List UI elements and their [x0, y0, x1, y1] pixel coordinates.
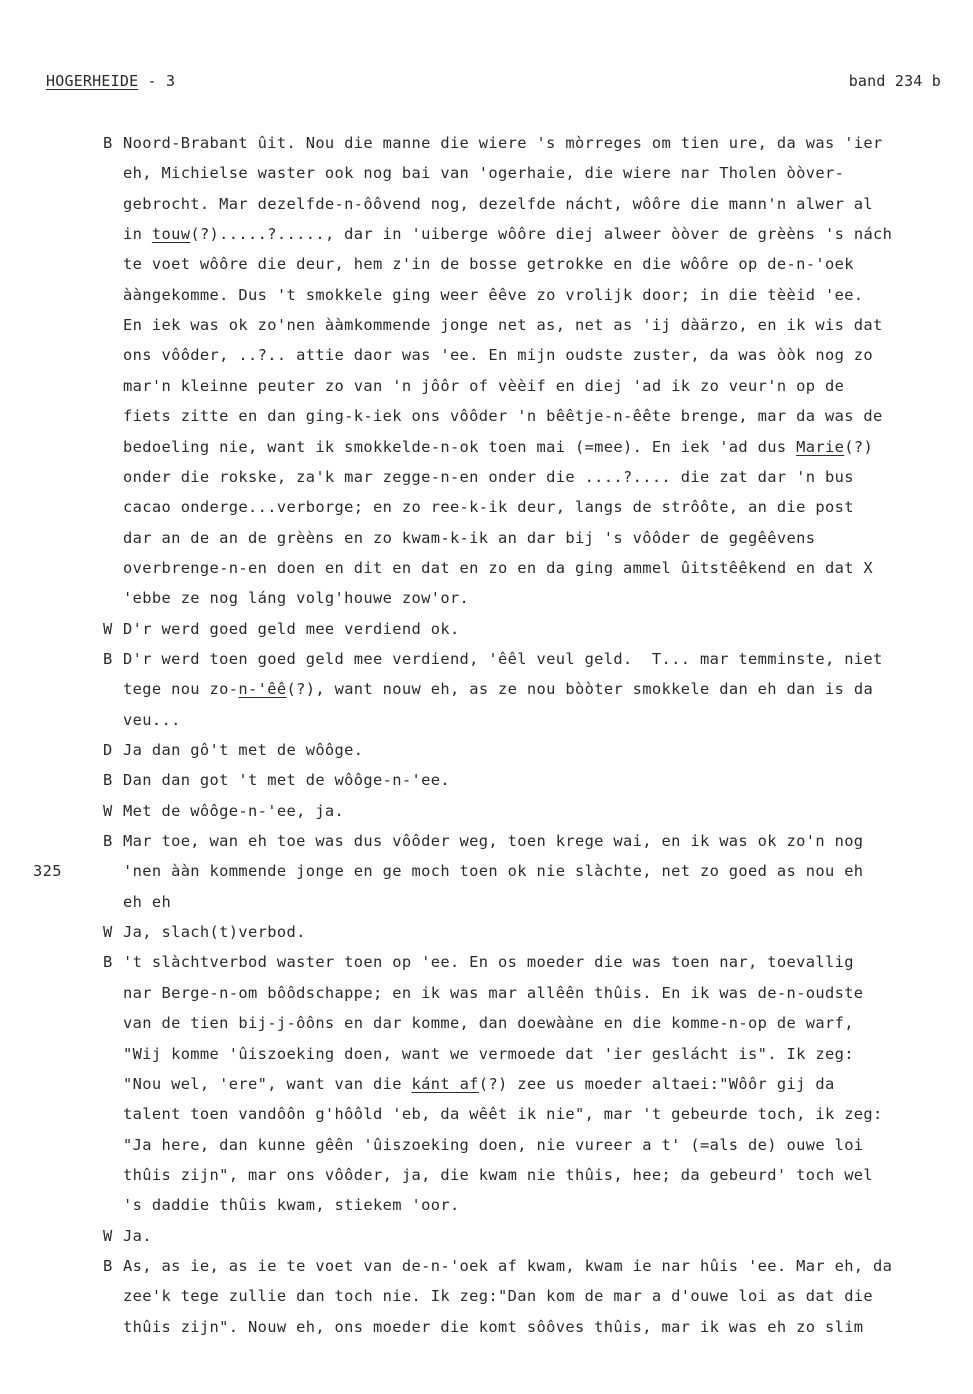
text-segment: Met de wôôge-n-'ee, ja. [123, 801, 345, 820]
text-segment: Ja dan gô't met de wôôge. [123, 741, 364, 759]
uncertain-word: n-'êê [238, 680, 287, 699]
text-segment: As, as ie, as ie te voet van de-n-'oek af kwam, kwam ie nar hûis 'ee. Mar eh, da [123, 1256, 893, 1275]
line-text [123, 917, 306, 947]
text-segment: onder die rokske, za'k mar zegge-n-en onder die ....?.... die zat dar 'n bus [123, 467, 854, 486]
line-text [123, 583, 469, 613]
line-text [123, 1251, 892, 1281]
line-text [123, 1190, 460, 1220]
text-segment: bedoeling nie, want ik smokkelde-n-ok toen mai (=mee). En iek 'ad dus [123, 437, 797, 456]
speaker-label: B [103, 771, 113, 790]
speaker-label: B [103, 832, 113, 851]
line-text [123, 280, 863, 310]
uncertain-word: kánt af [411, 1074, 479, 1093]
text-segment: dar an de an de grèèns en zo kwam-k-ik an dar bij 's vôôder de gegêêvens [123, 528, 816, 547]
text-segment: Dan dan got 't met de wôôge-n-'ee. [123, 771, 450, 790]
line-text [123, 1008, 854, 1038]
text-segment: 's daddie thûis kwam, stiekem 'oor. [123, 1196, 460, 1215]
line-text [123, 553, 873, 583]
location-title: HOGERHEIDE [46, 72, 139, 90]
line-text [123, 1221, 152, 1251]
line-text [123, 219, 892, 249]
line-text [123, 674, 873, 704]
page-number: - 3 [138, 72, 176, 90]
text-segment: 't slàchtverbod waster toen op 'ee. En os moeder die was toen nar, toevallig [123, 953, 854, 972]
line-text [123, 1160, 873, 1190]
text-segment: cacao onderge...verborge; en zo ree-k-ik deur, langs de strôôte, an die post [123, 498, 854, 517]
line-text [123, 1130, 863, 1160]
line-text [123, 371, 844, 401]
text-segment: "Nou wel, 'ere", want van die [123, 1074, 412, 1093]
text-segment: (?) [844, 437, 874, 456]
line-text [123, 614, 460, 644]
text-segment: thûis zijn", mar ons vôôder, ja, die kwam nie thûis, hee; da gebeurd' toch wel [123, 1165, 874, 1184]
line-text [123, 856, 863, 886]
text-segment: D'r werd goed geld mee verdiend ok. [123, 619, 460, 638]
line-text [123, 340, 873, 370]
text-segment: veu... [123, 710, 181, 729]
text-segment: Ja. [123, 1226, 152, 1245]
line-text [123, 1099, 883, 1129]
line-text [123, 1281, 873, 1311]
text-segment: nar Berge-n-om bôôdschappe; en ik was mar allêên thûis. En ik was de-n-oudste [123, 983, 864, 1002]
text-segment: "Wij komme 'ûiszoeking doen, want we vermoede dat 'ier geslácht is". Ik zeg: [123, 1044, 854, 1063]
text-segment: fiets zitte en dan ging-k-iek ons vôôder 'n bêêtje-n-êête brenge, mar da was de [123, 407, 883, 426]
text-segment: (?).....?....., dar in 'uiberge wôôre diej alweer òòver de grèèns 's nách [190, 225, 893, 244]
text-segment: te voet wôôre die deur, hem z'in de bosse getrokke en die wôôre op de-n-'oek [123, 255, 854, 274]
line-text [123, 735, 363, 765]
page-header-title [46, 72, 175, 90]
text-segment: 'ebbe ze nog láng volg'houwe zow'or. [123, 589, 470, 608]
line-text [123, 492, 854, 522]
speaker-label: W [103, 619, 113, 638]
line-text [123, 796, 344, 826]
line-text [123, 705, 181, 735]
line-text [123, 947, 854, 977]
band-label: band 234 b [848, 72, 941, 90]
text-segment: Noord-Brabant ûit. Nou die manne die wiere 's mòrreges om tien ure, da was 'ier [123, 134, 883, 152]
uncertain-word: Marie [796, 437, 845, 456]
speaker-label: W [103, 923, 113, 942]
text-segment: thûis zijn". Nouw eh, ons moeder die komt sôôves thûis, mar ik was eh zo slim [123, 1317, 864, 1336]
line-text [123, 128, 883, 158]
line-text [123, 765, 450, 795]
text-segment: "Ja here, dan kunne gêên 'ûiszoeking doen, nie vureer a t' (=als de) ouwe loi [123, 1135, 864, 1154]
text-segment: (?), want nouw eh, as ze nou bòòter smokkele dan eh dan is da [286, 680, 874, 699]
text-segment: 'nen ààn kommende jonge en ge moch toen ok nie slàchte, net zo goed as nou eh [123, 862, 864, 881]
text-segment: zee'k tege zullie dan toch nie. Ik zeg:"Dan kom de mar a d'ouwe loi as dat die [123, 1287, 874, 1306]
line-text [123, 432, 873, 462]
speaker-label: W [103, 801, 113, 820]
text-segment: (?) zee us moeder altaei:"Wôôr gij da [478, 1074, 835, 1093]
text-segment: Ja, slach(t)verbod. [123, 923, 306, 942]
line-text [123, 978, 863, 1008]
speaker-label: B [103, 1256, 113, 1275]
text-segment: in [123, 225, 152, 244]
line-text [123, 310, 883, 340]
text-segment: tege nou zo- [123, 680, 239, 699]
text-segment: D'r werd toen goed geld mee verdiend, 'êêl veul geld. T... mar temminste, niet [123, 649, 883, 668]
text-segment: talent toen vandôôn g'hôôld 'eb, da wêêt ik nie", mar 't gebeurde toch, ik zeg: [123, 1105, 883, 1124]
line-text [123, 826, 863, 856]
speaker-label: B [103, 649, 113, 668]
text-segment: eh eh [123, 892, 172, 911]
text-segment: Mar toe, wan eh toe was dus vôôder weg, toen krege wai, en ik was ok zo'n nog [123, 832, 864, 851]
text-segment: overbrenge-n-en doen en dit en dat en zo en da ging ammel ûitstêêkend en dat X [123, 558, 874, 577]
speaker-label: B [103, 134, 113, 152]
line-text [123, 462, 854, 492]
speaker-label: D [103, 741, 113, 759]
line-text [123, 644, 883, 674]
line-text [123, 523, 815, 553]
line-text [123, 1312, 863, 1342]
line-number: 325 [33, 862, 62, 881]
text-segment: En iek was ok zo'nen ààmkommende jonge net as, net as 'ij dàärzo, en ik wis dat [123, 316, 883, 335]
speaker-label: B [103, 953, 113, 972]
line-text [123, 249, 854, 279]
text-segment: mar'n kleinne peuter zo van 'n jôôr of vèèif en diej 'ad ik zo veur'n op de [123, 376, 845, 395]
line-text [123, 1069, 835, 1099]
line-text [123, 401, 883, 431]
line-text [123, 158, 844, 188]
speaker-label: W [103, 1226, 113, 1245]
text-segment: van de tien bij-j-ôôns en dar komme, dan doewààne en die komme-n-op de warf, [123, 1014, 854, 1033]
line-text [123, 887, 171, 917]
text-segment: ons vôôder, ..?.. attie daor was 'ee. En mijn oudste zuster, da was òòk nog zo [123, 346, 874, 365]
text-segment: ààngekomme. Dus 't smokkele ging weer êêve zo vrolijk door; in die tèèid 'ee. [123, 285, 864, 304]
line-text [123, 1039, 854, 1069]
line-text [123, 189, 873, 219]
uncertain-word: touw [151, 225, 191, 244]
text-segment: gebrocht. Mar dezelfde-n-ôôvend nog, dezelfde nácht, wôôre die mann'n alwer al [123, 194, 874, 213]
text-segment: eh, Michielse waster ook nog bai van 'ogerhaie, die wiere nar Tholen òòver- [123, 164, 845, 183]
